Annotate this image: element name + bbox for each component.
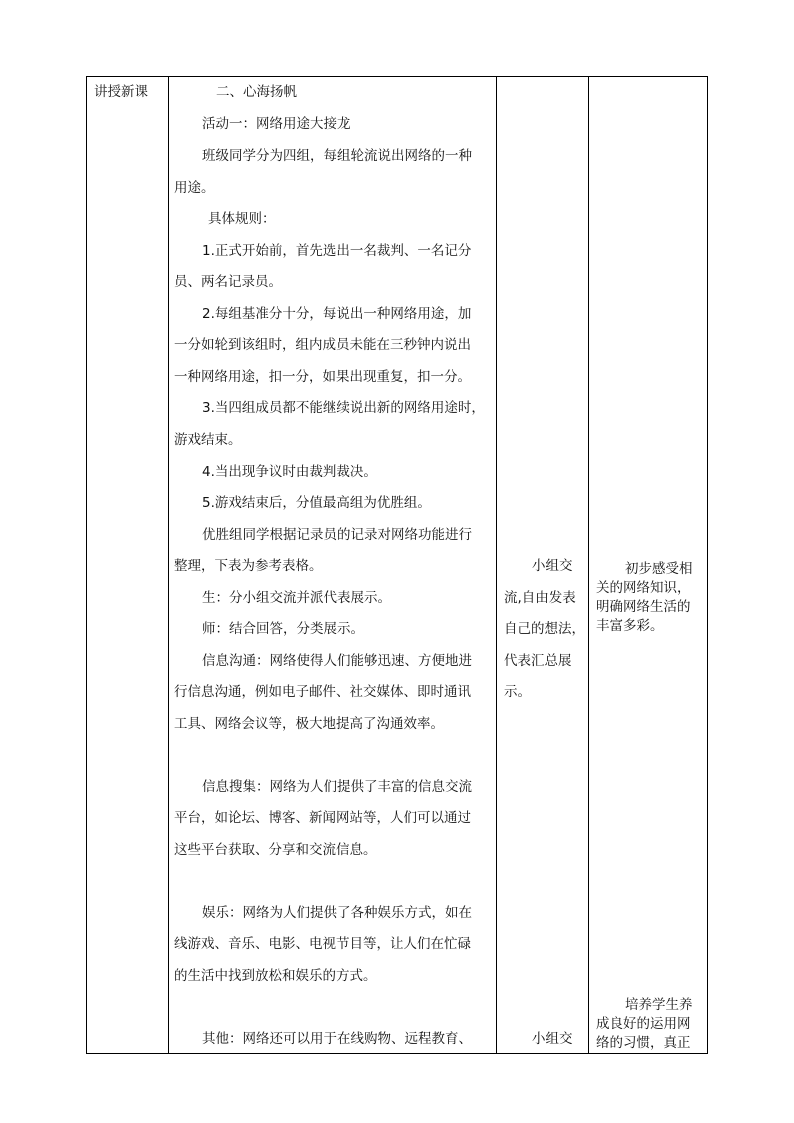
fun-line-2: 线游戏、音乐、电影、电视节目等，让人们在忙碌 (174, 936, 471, 952)
table-right-border (707, 76, 708, 1054)
column-divider-2 (496, 76, 497, 1054)
table-left-border (86, 76, 87, 1054)
fun-line-1: 娱乐：网络为人们提供了各种娱乐方式，如在 (202, 905, 472, 921)
table-bottom-border (86, 1053, 708, 1054)
rule-1-line-1: 1.正式开始前，首先选出一名裁判、一名记分 (202, 243, 472, 259)
intent-2-line-2: 成良好的运用网 (596, 1016, 691, 1032)
rule-2-line-3: 一种网络用途，扣一分，如果出现重复，扣一分。 (174, 369, 471, 385)
winner-line-2: 整理，下表为参考表格。 (174, 558, 323, 574)
intent-line-1: 初步感受相 (625, 561, 693, 577)
stage-label: 讲授新课 (94, 84, 148, 100)
fun-line-3: 的生活中找到放松和娱乐的方式。 (174, 968, 377, 984)
rules-title: 具体规则： (208, 211, 276, 227)
student-line: 生：分小组交流并派代表展示。 (202, 590, 391, 606)
rule-4: 4.当出现争议时由裁判裁决。 (202, 464, 377, 480)
rule-1-line-2: 员、两名记录员。 (174, 274, 282, 290)
winner-line-1: 优胜组同学根据记录员的记录对网络功能进行 (202, 527, 472, 543)
intent-line-2: 关的网络知识， (596, 580, 691, 596)
search-line-3: 这些平台获取、分享和交流信息。 (174, 842, 377, 858)
column-divider-3 (588, 76, 589, 1054)
comm-line-2: 行信息沟通，例如电子邮件、社交媒体、即时通讯 (174, 684, 471, 700)
rule-3-line-2: 游戏结束。 (174, 432, 242, 448)
intro-line-2: 用途。 (174, 180, 215, 196)
comm-line-3: 工具、网络会议等，极大地提高了沟通效率。 (174, 716, 444, 732)
teacher-line: 师：结合回答，分类展示。 (202, 621, 364, 637)
column-divider-1 (168, 76, 169, 1054)
intent-line-4: 丰富多彩。 (596, 618, 664, 634)
rule-5: 5.游戏结束后，分值最高组为优胜组。 (202, 495, 431, 511)
intent-2-line-1: 培养学生养 (625, 997, 693, 1013)
rule-2-line-1: 2.每组基准分十分，每说出一种网络用途，加 (202, 306, 472, 322)
comm-line-1: 信息沟通：网络使得人们能够迅速、方便地进 (202, 653, 472, 669)
student-activity-line-4: 代表汇总展 (504, 653, 572, 669)
student-activity-line-5: 示。 (504, 684, 531, 700)
other-line-1: 其他：网络还可以用于在线购物、远程教育、 (202, 1031, 472, 1047)
intent-2-line-3: 络的习惯，真正 (596, 1035, 691, 1051)
rule-3-line-1: 3.当四组成员都不能继续说出新的网络用途时， (202, 400, 485, 416)
student-activity-line-1: 小组交 (532, 558, 573, 574)
student-activity-line-3: 自己的想法， (504, 621, 585, 637)
table-top-border (86, 76, 708, 77)
rule-2-line-2: 一分如轮到该组时，组内成员未能在三秒钟内说出 (174, 337, 471, 353)
search-line-1: 信息搜集：网络为人们提供了丰富的信息交流 (202, 779, 472, 795)
intent-line-3: 明确网络生活的 (596, 599, 691, 615)
student-activity-2-line-1: 小组交 (532, 1031, 573, 1047)
student-activity-line-2: 流,自由发表 (504, 590, 576, 606)
section-title: 二、心海扬帆 (216, 84, 297, 100)
search-line-2: 平台，如论坛、博客、新闻网站等，人们可以通过 (174, 810, 471, 826)
activity-title: 活动一：网络用途大接龙 (202, 116, 351, 132)
intro-line-1: 班级同学分为四组，每组轮流说出网络的一种 (202, 148, 472, 164)
